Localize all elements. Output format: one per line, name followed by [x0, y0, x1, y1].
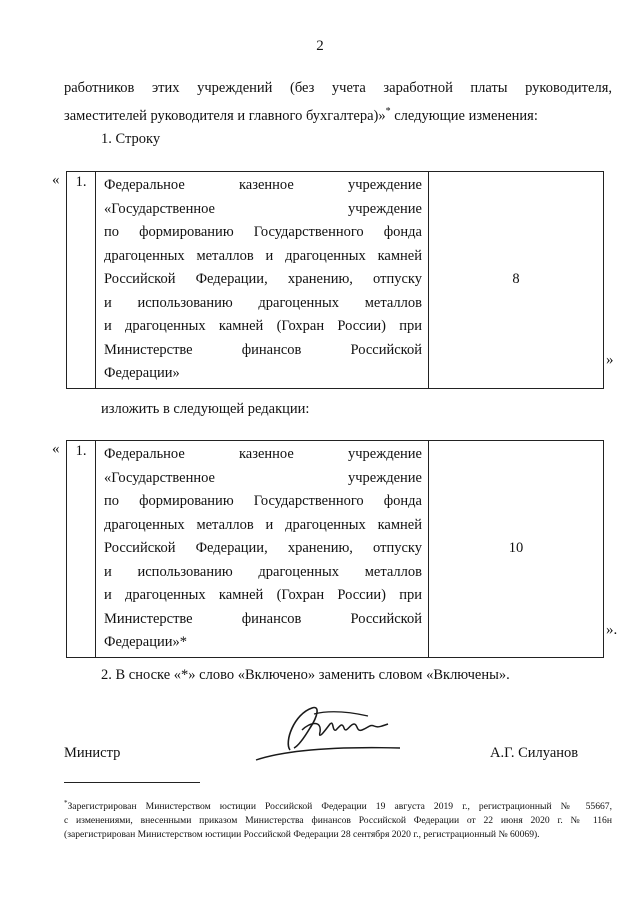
intro-line-2-tail: следующие изменения:	[390, 107, 538, 124]
name-line: Российской Федерации, хранению, отпуску	[104, 540, 422, 556]
value-new: 10	[429, 441, 604, 658]
footnote-line-2: с изменениями, внесенными приказом Министерства финансов Российской Федерации от 22 июня 2020 г. № 116н	[64, 815, 612, 827]
intro-line-2	[64, 100, 612, 128]
name-line: драгоценных металлов и драгоценных камней	[104, 247, 422, 264]
restate-label: изложить в следующей редакции:	[101, 401, 310, 417]
intro-line-1: работников этих учреждений (без учета заработной платы руководителя,	[64, 80, 612, 96]
footnote-line-1	[64, 796, 612, 814]
signature-name: А.Г. Силуанов	[490, 745, 579, 761]
name-line: по формированию Государственного фонда	[104, 224, 422, 240]
item-2-text: 2. В сноске «*» слово «Включено» заменить словом «Включены».	[101, 667, 510, 683]
name-line: и драгоценных камней (Гохран России) при	[104, 318, 422, 334]
table-new	[66, 440, 604, 658]
table-row	[67, 172, 604, 389]
name-line: драгоценных металлов и драгоценных камней	[104, 516, 422, 533]
name-line: Федерации»*	[104, 634, 187, 650]
footnote-line-3: (зарегистрирован Министерством юстиции Российской Федерации 28 сентября 2020 г., регистрационный № 60069).	[64, 829, 540, 841]
footnote-divider	[64, 782, 200, 783]
name-line: Федеральное казенное учреждение	[104, 446, 422, 462]
name-line: Министерстве финансов Российской	[104, 341, 422, 358]
signature-position: Министр	[64, 745, 121, 761]
row-number-new: 1.	[67, 441, 96, 658]
name-line: по формированию Государственного фонда	[104, 493, 422, 509]
name-line: Российской Федерации, хранению, отпуску	[104, 271, 422, 287]
name-line: Федеральное казенное учреждение	[104, 177, 422, 193]
name-line: и использованию драгоценных металлов	[104, 563, 422, 580]
page-number: 2	[316, 38, 324, 54]
value-old: 8	[429, 172, 604, 389]
table-row	[67, 441, 604, 658]
intro-footnote-mark: *	[385, 106, 391, 117]
name-line: «Государственное учреждение	[104, 469, 422, 486]
footnote-mark: *	[64, 799, 68, 807]
footnote	[64, 796, 612, 842]
intro-line-2-main: заместителей руководителя и главного бухгалтера)»	[64, 107, 386, 124]
close-quote-new: ».	[606, 622, 618, 638]
footnote-line-1-text: Зарегистрирован Министерством юстиции Российской Федерации 19 августа 2019 г., регистрационный № 55667,	[67, 801, 612, 813]
name-line: и драгоценных камней (Гохран России) при	[104, 587, 422, 603]
table-old	[66, 171, 604, 389]
name-line: Министерстве финансов Российской	[104, 610, 422, 627]
signature-icon	[250, 702, 410, 770]
name-line: «Государственное учреждение	[104, 200, 422, 217]
institution-name-new	[96, 441, 429, 658]
item-1-label: 1. Строку	[101, 131, 161, 147]
name-line: Федерации»	[104, 365, 180, 381]
institution-name-old	[96, 172, 429, 389]
close-quote-old: »	[606, 352, 614, 368]
name-line: и использованию драгоценных металлов	[104, 294, 422, 311]
row-number-old: 1.	[67, 172, 96, 389]
open-quote-new: «	[52, 441, 60, 457]
open-quote-old: «	[52, 172, 60, 188]
